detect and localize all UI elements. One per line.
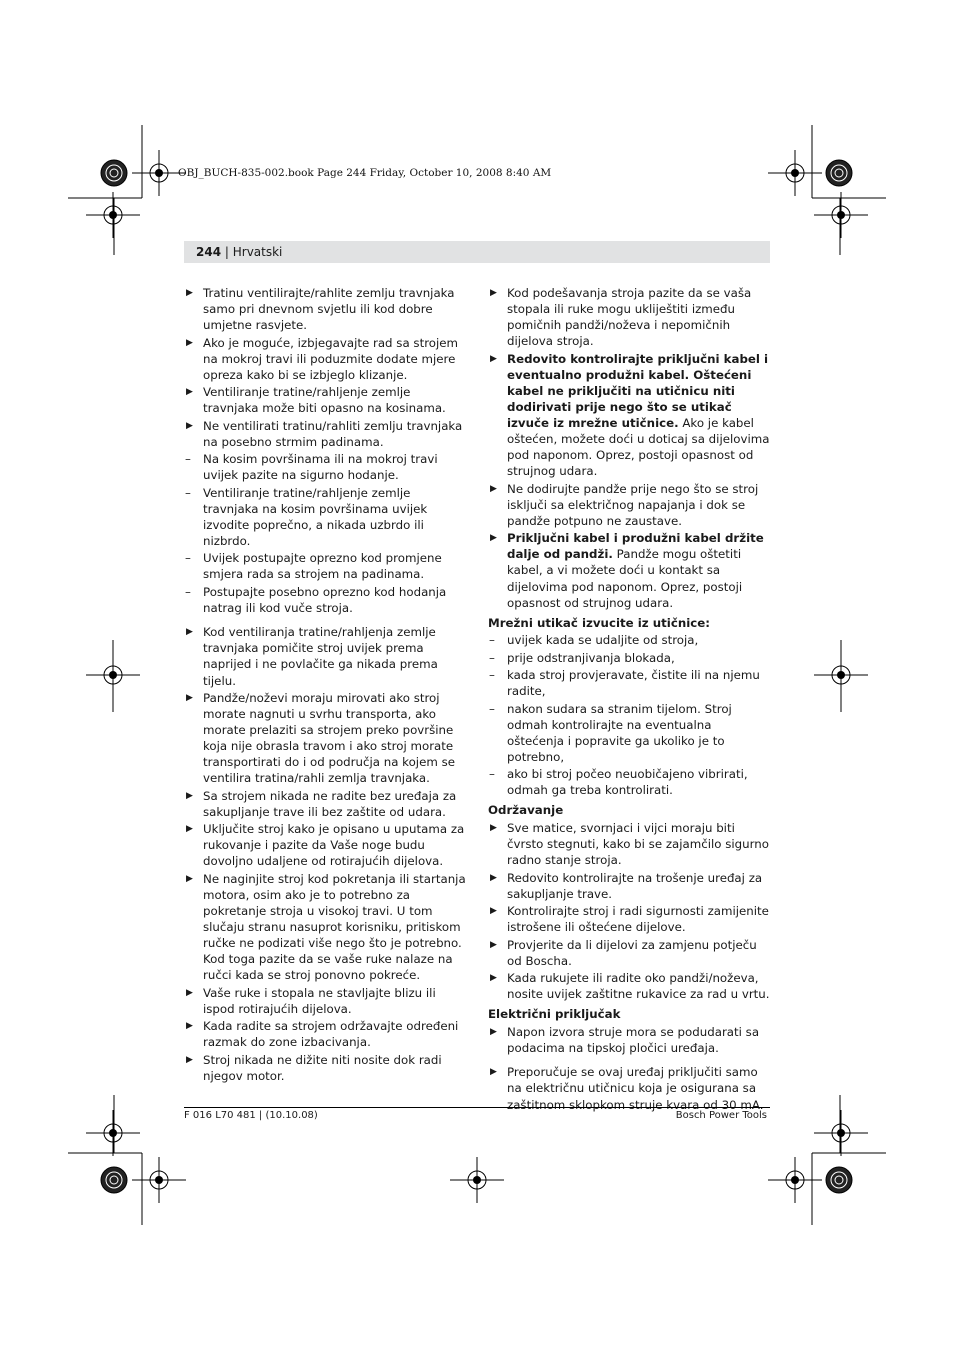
item-text <box>507 531 764 609</box>
dash-bullet-icon: – <box>489 701 495 716</box>
dash-bullet-icon: – <box>185 551 191 566</box>
item-plain-text: Na kosim površinama ili na mokroj travi uvijek pazite na sigurno hodanje. <box>203 452 438 483</box>
crosshair-mark <box>86 640 140 712</box>
left-column <box>184 285 466 1085</box>
item-text <box>203 1019 458 1049</box>
bullet-item <box>488 820 770 868</box>
item-plain-text: Uvijek postupajte oprezno kod promjene smjera rada sa strojem na padinama. <box>203 551 442 582</box>
bullet-item <box>488 937 770 969</box>
item-text <box>203 551 442 581</box>
bullet-item <box>488 1024 770 1056</box>
item-plain-text: prije odstranjivanja blokada, <box>507 650 675 665</box>
bullet-item <box>184 821 466 869</box>
item-text <box>507 904 769 934</box>
item-text <box>507 871 762 901</box>
page-header-bar <box>184 241 770 263</box>
dash-item <box>488 650 770 666</box>
item-plain-text: Kada radite sa strojem održavajte određeni razmak do zone izbacivanja. <box>203 1019 459 1050</box>
bullet-item <box>184 335 466 383</box>
triangle-bullet-icon: ▶ <box>186 692 193 703</box>
crosshair-mark <box>768 150 822 196</box>
item-text <box>507 286 751 348</box>
item-text <box>507 971 770 1001</box>
item-text <box>203 486 427 548</box>
bullet-item <box>184 285 466 333</box>
triangle-bullet-icon: ▶ <box>490 906 497 917</box>
item-plain-text: Ako je moguće, izbjegavajte rad sa strojem na mokroj travi ili poduzmite dodate mjere opreza kako bi se izbjeglo klizanje. <box>203 335 459 382</box>
dash-item <box>488 766 770 798</box>
bullet-item <box>488 351 770 480</box>
item-text <box>507 352 769 479</box>
item-plain-text: Ventiliranje tratine/rahljenje zemlje travnjaka na kosim površinama uvijek izvodite poprečno, a nikada uzbrdo ili nizbrdo. <box>203 485 428 548</box>
item-plain-text: Napon izvora struje mora se podudarati sa podacima na tipskoj pločici uređaja. <box>507 1024 760 1055</box>
bullet-item <box>184 1018 466 1050</box>
triangle-bullet-icon: ▶ <box>186 337 193 348</box>
crosshair-mark <box>132 1157 186 1203</box>
crosshair-mark <box>768 1157 822 1203</box>
page-header <box>196 244 282 260</box>
item-text <box>203 691 455 785</box>
crosshair-mark <box>814 192 868 238</box>
dash-bullet-icon: – <box>185 452 191 467</box>
item-text <box>203 286 455 332</box>
item-plain-text: Tratinu ventilirajte/rahlite zemlju travnjaka samo pri dnevnom svjetlu ili kod dobre umjetne rasvjete. <box>203 286 455 333</box>
dash-bullet-icon: – <box>185 485 191 500</box>
bullet-item <box>184 788 466 820</box>
triangle-bullet-icon: ▶ <box>490 353 497 364</box>
item-text <box>203 822 464 868</box>
item-bold-text: Priključni kabel i produžni kabel držite dalje od pandži. <box>507 531 764 562</box>
triangle-bullet-icon: ▶ <box>186 288 193 298</box>
triangle-bullet-icon: ▶ <box>490 1026 497 1037</box>
item-text <box>203 986 436 1016</box>
triangle-bullet-icon: ▶ <box>186 1054 193 1065</box>
rosette-mark <box>826 1167 852 1193</box>
crosshair-mark <box>86 1110 140 1156</box>
item-plain-text: Ne naginjite stroj kod pokretanja ili startanja motora, osim ako je to potrebno za pokretanje stroja u visokoj travi. U tom slučaju stranu nasuprot korisniku, pritiskom ručke ne podizati više nego što je potrebno. Kod toga pazite da se vaše ruke nalaze na ručci kada se stroj ponovno pokreće. <box>203 871 466 983</box>
item-plain-text: Redovito kontrolirajte na trošenje uređaj za sakupljanje trave. <box>507 870 763 901</box>
triangle-bullet-icon: ▶ <box>490 973 497 984</box>
dash-bullet-icon: – <box>489 668 495 683</box>
item-text <box>203 419 462 449</box>
item-plain-text: Kontrolirajte stroj i radi sigurnosti zamijenite istrošene ili oštećene dijelove. <box>507 904 769 935</box>
bullet-item <box>184 418 466 450</box>
crosshair-mark <box>814 1110 868 1156</box>
section-heading: Električni priključak <box>488 1007 621 1022</box>
bullet-item <box>184 985 466 1017</box>
book-info-line: OBJ_BUCH-835-002.book Page 244 Friday, October 10, 2008 8:40 AM <box>178 167 552 179</box>
triangle-bullet-icon: ▶ <box>186 824 193 835</box>
bullet-item <box>184 1052 466 1084</box>
item-text <box>507 767 748 797</box>
item-text <box>203 789 456 819</box>
dash-bullet-icon: – <box>489 767 495 782</box>
spacer <box>488 1057 770 1064</box>
triangle-bullet-icon: ▶ <box>490 823 497 834</box>
bullet-item <box>184 624 466 688</box>
item-text <box>203 585 446 615</box>
bullet-item <box>488 481 770 529</box>
item-text <box>203 1053 442 1083</box>
item-text <box>507 482 758 528</box>
bullet-item <box>488 970 770 1002</box>
item-plain-text: Sve matice, svornjaci i vijci moraju biti čvrsto stegnuti, kako bi se zajamčilo sigurno radno stanje stroja. <box>507 821 769 868</box>
dash-item <box>184 451 466 483</box>
bullet-item <box>488 1064 770 1112</box>
rosette-mark <box>101 1167 127 1193</box>
triangle-bullet-icon: ▶ <box>186 987 193 998</box>
bullet-item <box>488 285 770 349</box>
bullet-item <box>488 870 770 902</box>
item-plain-text: Kod ventiliranja tratine/rahljenja zemlje travnjaka pomičite stroj uvijek prema naprijed i ne povlačite ga nikada prema tijelu. <box>203 625 438 688</box>
triangle-bullet-icon: ▶ <box>490 533 497 544</box>
item-text <box>507 702 732 764</box>
item-text <box>507 651 675 665</box>
item-plain-text: nakon sudara sa stranim tijelom. Stroj odmah kontrolirajte na eventualna oštećenja i popravite ga ukoliko je to potrebno, <box>507 701 732 764</box>
triangle-bullet-icon: ▶ <box>490 483 497 494</box>
bullet-item <box>184 384 466 416</box>
item-plain-text: Ne ventilirati tratinu/rahliti zemlju travnjaka na posebno strmim padinama. <box>203 418 463 449</box>
dash-item <box>488 701 770 765</box>
item-plain-text: Postupajte posebno oprezno kod hodanja natrag ili kod vuče stroja. <box>203 584 447 615</box>
item-plain-text: kada stroj provjeravate, čistite ili na njemu radite, <box>507 668 760 699</box>
item-plain-text: Pandže/noževi moraju mirovati ako stroj morate nagnuti u svrhu transporta, ako morate prelaziti sa strojem preko površine koja nije obrasla travom i ako stroj morate transportirati do i od područja na kojem se ventilira tratina/rahli zemlja travnjaka. <box>203 690 455 786</box>
item-text <box>203 452 438 482</box>
dash-bullet-icon: – <box>489 633 495 648</box>
section-heading: Održavanje <box>488 803 564 818</box>
item-text <box>203 385 446 415</box>
dash-item <box>488 632 770 648</box>
item-text <box>203 336 458 382</box>
spacer <box>184 617 466 624</box>
item-text <box>507 1065 763 1111</box>
item-text <box>203 872 466 983</box>
bullet-item <box>184 871 466 984</box>
dash-item <box>184 584 466 616</box>
item-text <box>203 625 438 687</box>
footer-rule <box>184 1107 770 1108</box>
bullet-item <box>488 530 770 610</box>
triangle-bullet-icon: ▶ <box>186 420 193 431</box>
section-name: Hrvatski <box>232 245 283 259</box>
crosshair-mark <box>450 1157 504 1203</box>
triangle-bullet-icon: ▶ <box>490 939 497 950</box>
footer-doc-code: F 016 L70 481 | (10.10.08) <box>184 1110 318 1121</box>
triangle-bullet-icon: ▶ <box>186 790 193 801</box>
dash-bullet-icon: – <box>489 650 495 665</box>
item-plain-text: Preporučuje se ovaj uređaj priključiti samo na električnu utičnicu koja je osigurana sa zaštitnom sklopkom struje kvara od 30 mA. <box>507 1065 764 1112</box>
item-plain-text: Provjerite da li dijelovi za zamjenu potječu od Boscha. <box>507 937 757 968</box>
page-number: 244 <box>196 245 222 259</box>
item-plain-text: Kod podešavanja stroja pazite da se vaša stopala ili ruke mogu ukliještiti između pomičnih pandži/noževa i nepomičnih dijelova stroja. <box>507 286 752 349</box>
item-text <box>507 668 760 698</box>
header-separator: | <box>221 245 233 259</box>
item-text <box>507 938 757 968</box>
item-text <box>507 821 769 867</box>
triangle-bullet-icon: ▶ <box>186 1021 193 1032</box>
item-plain-text: uvijek kada se udaljite od stroja, <box>507 633 699 648</box>
triangle-bullet-icon: ▶ <box>186 873 193 884</box>
bullet-item <box>184 690 466 787</box>
section-heading: Mrežni utikač izvucite iz utičnice: <box>488 615 710 630</box>
dash-item <box>488 667 770 699</box>
item-plain-text: Uključite stroj kako je opisano u uputama za rukovanje i pazite da Vaše noge budu dovoljno udaljene od rotirajućih dijelova. <box>203 822 465 869</box>
item-text <box>507 1025 759 1055</box>
item-plain-text: Stroj nikada ne dižite niti nosite dok radi njegov motor. <box>203 1052 442 1083</box>
triangle-bullet-icon: ▶ <box>490 1067 497 1078</box>
item-plain-text: Ako je kabel oštećen, možete doći u doticaj sa dijelovima pod naponom. Oprez, postoji opasnost od strujnog udara. <box>507 416 770 479</box>
triangle-bullet-icon: ▶ <box>186 627 193 638</box>
triangle-bullet-icon: ▶ <box>490 288 497 298</box>
triangle-bullet-icon: ▶ <box>186 387 193 398</box>
dash-item <box>184 550 466 582</box>
crosshair-mark <box>814 640 868 712</box>
rosette-mark <box>101 160 127 186</box>
item-plain-text: Kada rukujete ili radite oko pandži/noževa, nosite uvijek zaštitne rukavice za rad u vrtu. <box>507 971 770 1002</box>
item-bold-text: Redovito kontrolirajte priključni kabel i eventualno produžni kabel. Oštećeni kabel ne priključiti na utičnicu niti dodirivati prije nego što se utikač izvuče iz mrežne utičnice. <box>507 351 769 431</box>
right-column <box>488 285 770 1114</box>
item-plain-text: Sa strojem nikada ne radite bez uređaja za sakupljanje trave ili bez zaštite od udara. <box>203 788 457 819</box>
rosette-mark <box>826 160 852 186</box>
triangle-bullet-icon: ▶ <box>490 872 497 883</box>
crosshair-mark <box>86 192 140 238</box>
item-plain-text: Pandže mogu oštetiti kabel, a vi možete doći u kontakt sa dijelovima pod naponom. Oprez, postoji opasnost od strujnog udara. <box>507 547 743 610</box>
item-text <box>507 633 698 647</box>
item-plain-text: Vaše ruke i stopala ne stavljajte blizu ili ispod rotirajućih dijelova. <box>203 985 436 1016</box>
dash-item <box>184 485 466 549</box>
dash-bullet-icon: – <box>185 584 191 599</box>
footer-brand: Bosch Power Tools <box>675 1110 767 1121</box>
bullet-item <box>488 903 770 935</box>
item-plain-text: Ne dodirujte pandže prije nego što se stroj isključi sa električnog napajanja i dok se pandže potpuno ne zaustave. <box>507 481 759 528</box>
item-plain-text: Ventiliranje tratine/rahljenje zemlje travnjaka može biti opasno na kosinama. <box>203 385 446 416</box>
item-plain-text: ako bi stroj počeo neuobičajeno vibrirati, odmah ga treba kontrolirati. <box>507 767 748 798</box>
